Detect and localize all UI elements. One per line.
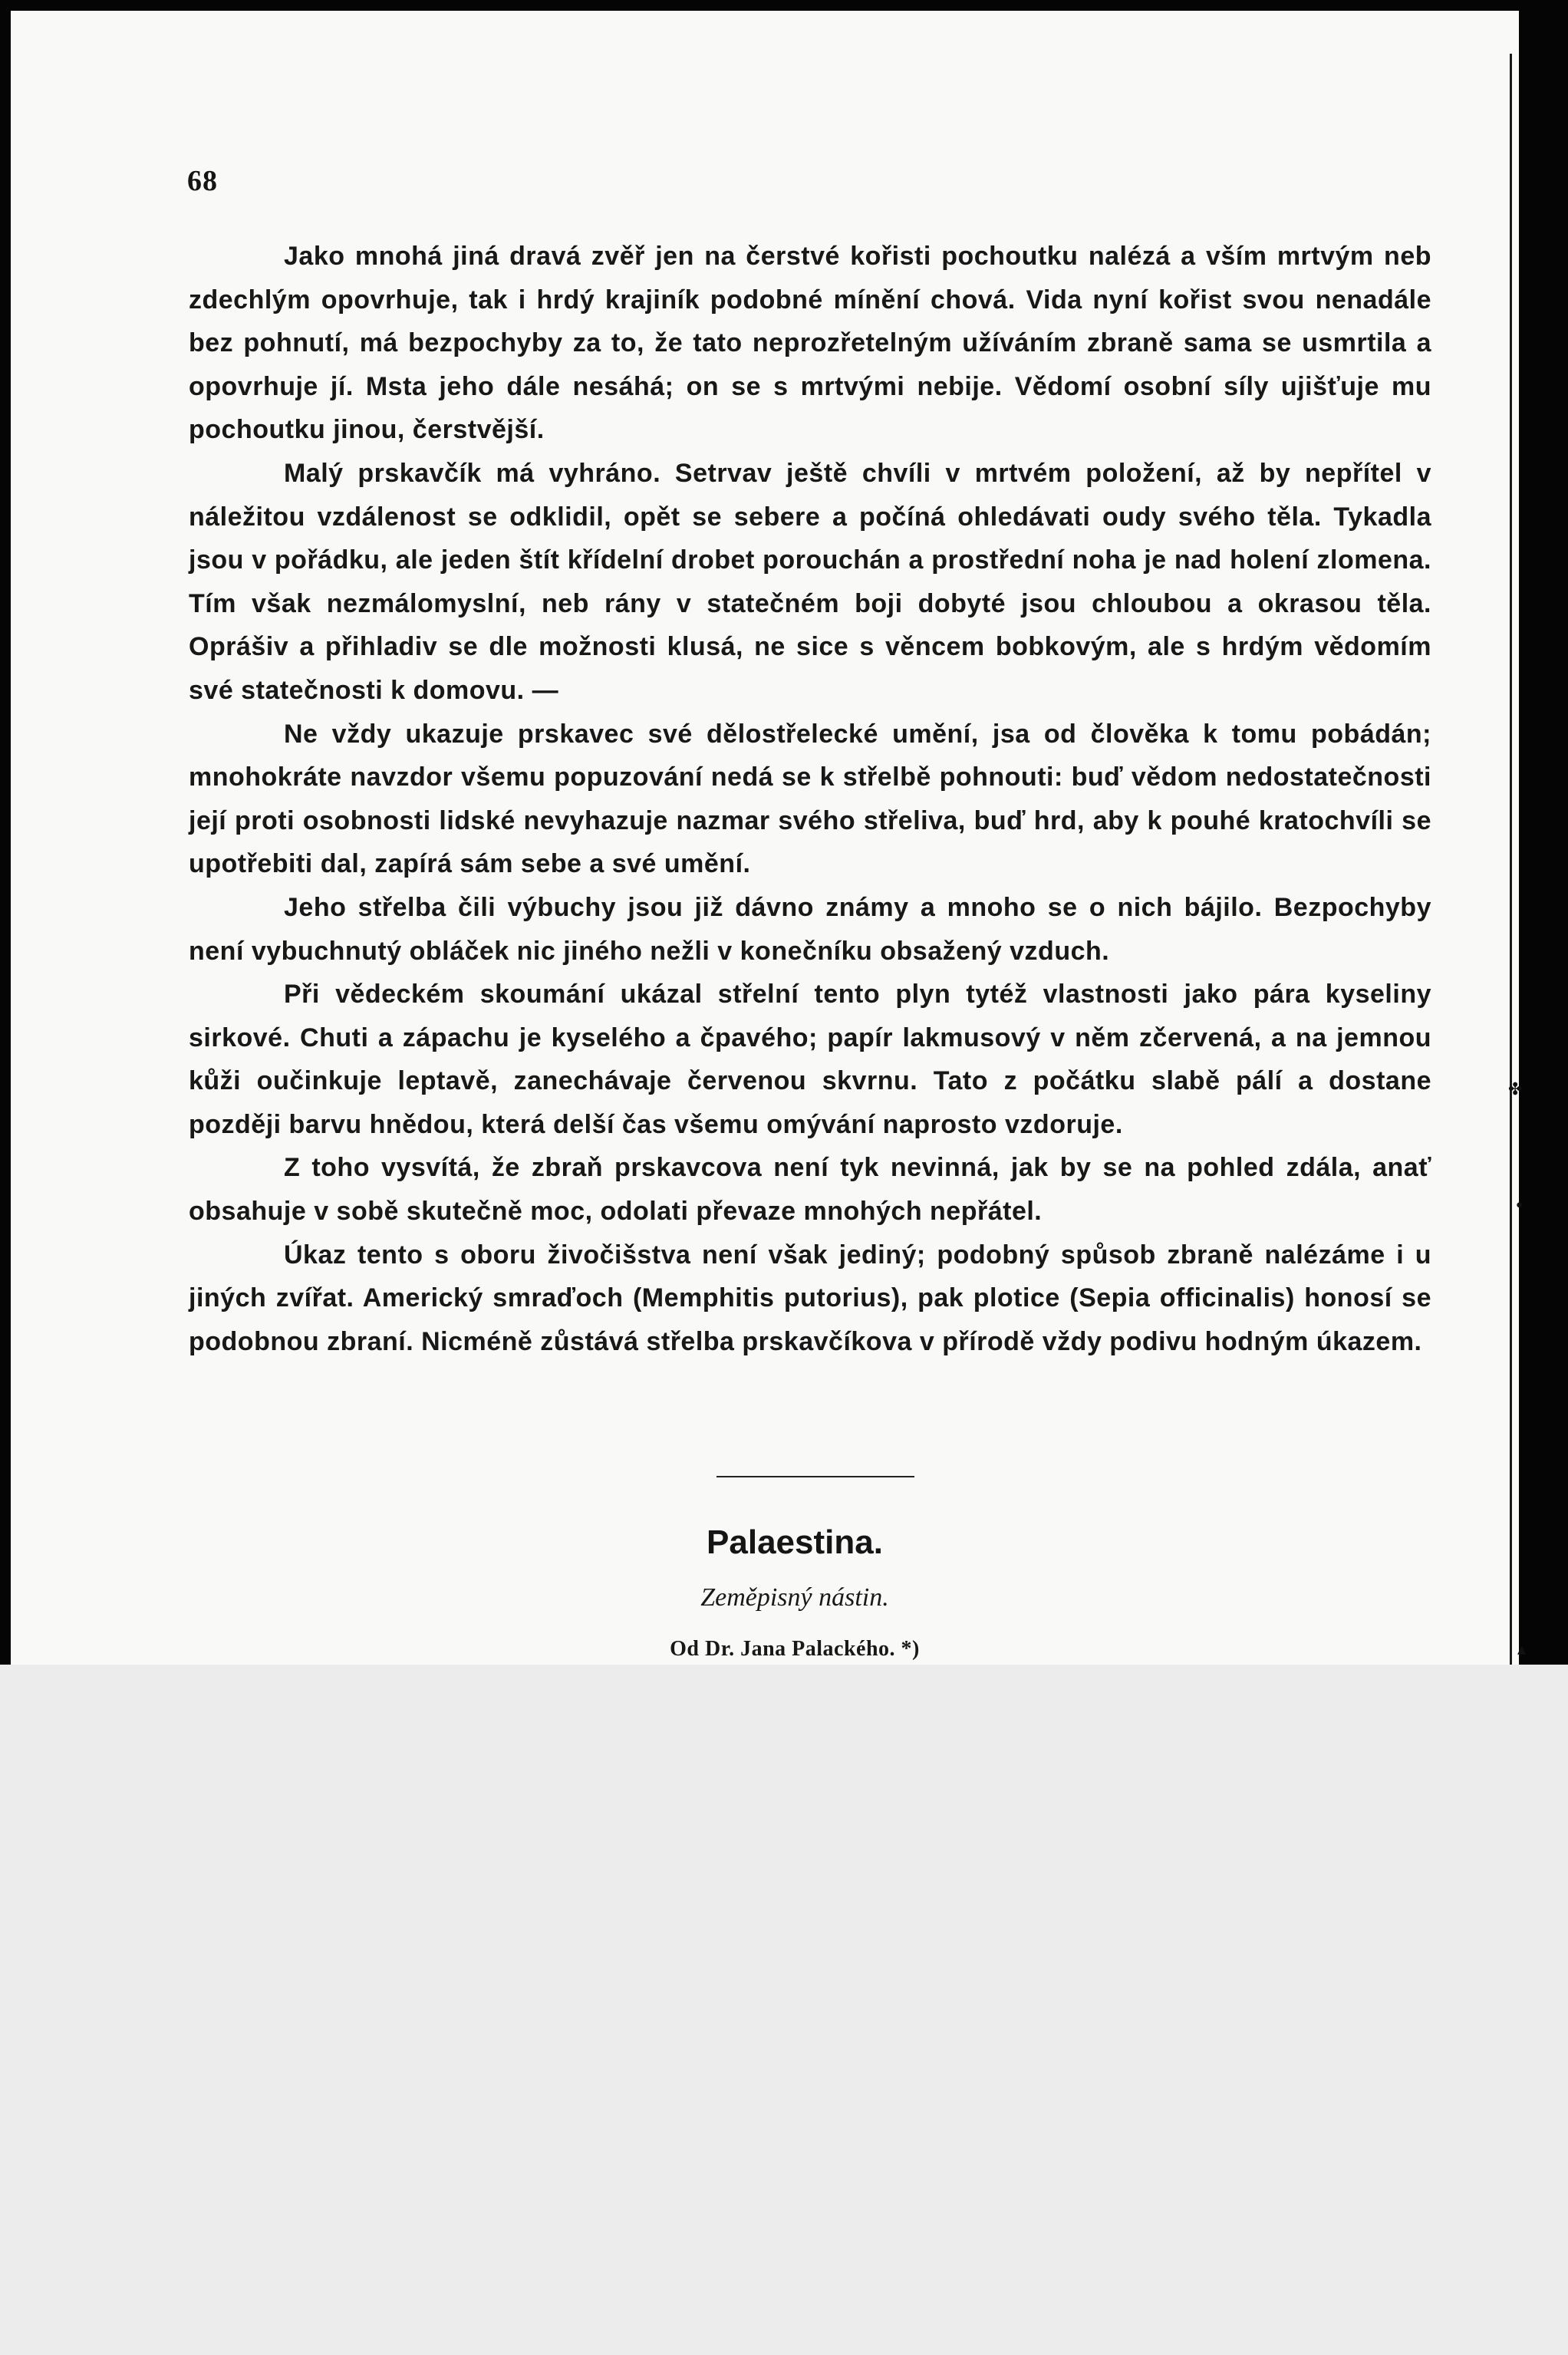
body-text bbox=[189, 235, 1431, 1363]
ornament-icon: ✤ bbox=[1508, 1080, 1523, 1099]
paragraph-2: Malý prskavčík má vyhráno. Setrvav ještě chvíli v mrtvém položení, až by nepřítel v náležitou vzdálenost se odklidil, opět se sebere a počíná ohledávati oudy svého těla. Tykadla jsou v pořádku, ale jeden štít křídelní drobet porouchán a prostřední noha je nad holení zlomena. Tím však nezmálomyslní, neb rány v statečném boji dobyté jsou chloubou a okrasou těla. Oprášiv a přihladiv se dle možnosti klusá, ne sice s věncem bobkovým, ale s hrdým vědomím své statečnosti k domovu. — bbox=[189, 458, 1431, 705]
paragraph-5: Při vědeckém skoumání ukázal střelní tento plyn tytéž vlastnosti jako pára kyseliny sirkové. Chuti a zápachu je kyselého a čpavého; papír lakmusový v něm zčervená, a na jemnou kůži oučinkuje leptavě, zanechávaje červenou skvrnu. Tato z počátku slabě pálí a dostane později barvu hnědou, která delší čas všemu omývání naprosto vzdoruje. bbox=[189, 980, 1431, 1139]
page-edge-rule bbox=[1510, 54, 1512, 1665]
paragraph-3: Ne vždy ukazuje prskavec své dělostřelecké umění, jsa od člověka k tomu pobádán; mnohokráte navzdor všemu popuzování nedá se k střelbě pohnouti: buď vědom nedostatečnosti její proti osobnosti lidské nevyhazuje nazmar svého střeliva, buď hrd, aby k pouhé kratochvíli se upotřebiti dal, zapírá sám sebe a své umění. bbox=[189, 719, 1431, 879]
section-author: Od Dr. Jana Palackého. *) bbox=[670, 1637, 920, 1661]
book-page bbox=[11, 11, 1519, 1665]
dot-icon: • bbox=[1514, 1197, 1524, 1216]
caret-icon: ▴ bbox=[1517, 1640, 1527, 1659]
page-number: 68 bbox=[187, 165, 218, 197]
section-title: Palaestina. bbox=[707, 1523, 883, 1561]
paragraph-1: Jako mnohá jiná dravá zvěř jen na čerstvé kořisti pochoutku nalézá a vším mrtvým neb zdechlým opovrhuje, tak i hrdý krajiník podobné mínění chová. Vida nyní kořist svou nenadále bez pohnutí, má bezpochyby za to, že tato neprozřetelným užíváním zbraně sama se usmrtila a opovrhuje jí. Msta jeho dále nesáhá; on se s mrtvými nebije. Vědomí osobní síly ujišťuje mu pochoutku jinou, čerstvější. bbox=[189, 242, 1431, 445]
paragraph-6: Z toho vysvítá, že zbraň prskavcova není tyk nevinná, jak by se na pohled zdála, anať obsahuje v sobě skutečně moc, odolati převaze mnohých nepřátel. bbox=[189, 1153, 1431, 1227]
section-subtitle: Zeměpisný nástin. bbox=[700, 1583, 889, 1612]
paragraph-7: Úkaz tento s oboru živočišstva není však jediný; podobný spůsob zbraně nalézáme i u jiných zvířat. Americký smraďoch (Memphitis putorius), pak plotice (Sepia officinalis) honosí se podobnou zbraní. Nicméně zůstává střelba prskavčíkova v přírodě vždy podivu hodným úkazem. bbox=[189, 1240, 1431, 1356]
paragraph-4: Jeho střelba čili výbuchy jsou již dávno známy a mnoho se o nich bájilo. Bezpochyby není vybuchnutý obláček nic jiného nežli v konečníku obsažený vzduch. bbox=[189, 892, 1431, 966]
section-divider bbox=[716, 1476, 914, 1477]
